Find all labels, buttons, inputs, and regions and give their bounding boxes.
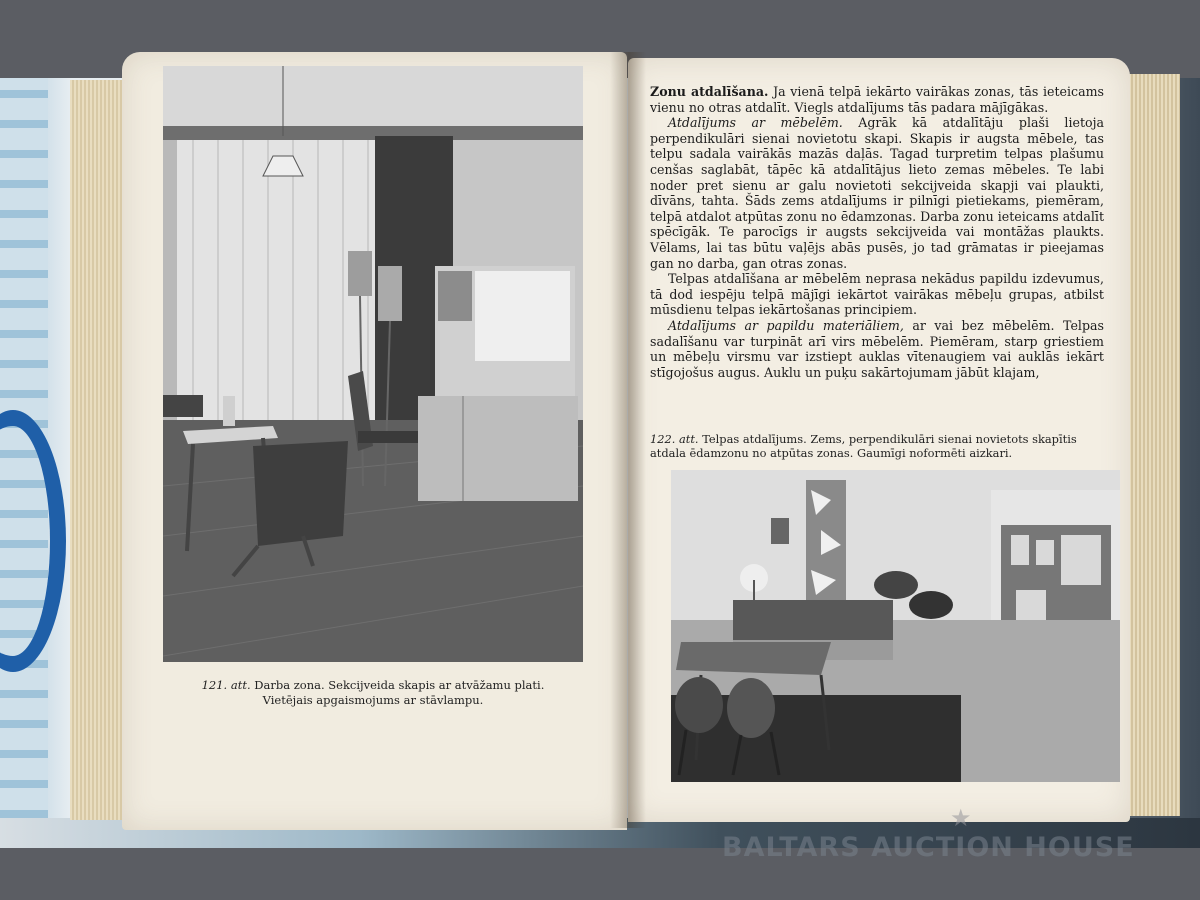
paragraph-zone-separation (650, 84, 1104, 115)
right-page-body-text (650, 84, 1104, 380)
figure-122-caption-text: Telpas atdalījums. Zems, perpendikulāri sienai novietots skapītis atdala ēdamzonu no atpūtas zonas. Gaumīgi noformēti aizkari. (650, 432, 1077, 460)
paragraph-2-text: Agrāk kā atdalītāju plaši lietoja perpendikulāri sienai novietotu skapi. Skapis ir augsta mēbele, tas telpu sadala vairākās mazās daļās. Tagad turpretim telpas plašumu cenšas saglabāt, tāpēc kā atdalītājus lieto zemas mēbeles. Te labi noder pret sienu ar galu novietoti sekcijveida skapji vai plaukti, dīvāns, tahta. Šāds zems atdalījums ir pilnīgi pietiekams, piemēram, telpā atdalot atpūtas zonu no ēdamzonas. Darba zonu ieteicams atdalīt spēcīgāk. Te parocīgs ir augsts sekcijveida vai montāžas plaukts. Vēlams, lai tas būtu vaļējs abās pusēs, jo tad grāmatas ir pieejamas gan no darba, gan otras zonas. (650, 115, 1105, 271)
figure-121-caption-text1: Darba zona. Sekcijveida skapis ar atvāžamu plati. (254, 678, 545, 692)
paragraph-furniture-benefits (650, 271, 1104, 318)
figure-121-photo (163, 66, 583, 662)
figure-121-caption-line1 (163, 678, 583, 693)
paragraph-4-lead: Atdalījums ar papildu materiāliem, (668, 317, 904, 333)
paragraph-1-text: Ja vienā telpā iekārto vairākas zonas, tās ieteicams vienu no otras atdalīt. Viegls atdalījums tās padara mājīgākas. (650, 84, 1104, 115)
figure-121-caption (163, 678, 583, 708)
paragraph-4-text: ar vai bez mēbelēm. Telpas sadalīšanu var turpināt arī virs mēbelēm. Piemēram, starp griestiem un mēbeļu virsmu var izstiept auklas vītenaugiem vai auklās iekārt stīgojošus augus. Auklu un puķu sakārtojumam jābūt klajam, (650, 317, 1104, 380)
figure-122-caption (650, 432, 1105, 460)
paragraph-material-separation (650, 318, 1104, 380)
page-edges-right (1125, 74, 1180, 816)
paragraph-1-lead: Zonu atdalīšana. (650, 84, 769, 99)
figure-121-label: 121. att. (201, 678, 251, 692)
paragraph-furniture-separation (650, 115, 1104, 271)
figure-122-photo (671, 470, 1120, 782)
auction-house-watermark: BALTARS AUCTION HOUSE (722, 832, 1135, 863)
watermark-star-icon: ★ (950, 804, 972, 832)
figure-121-caption-line2: Vietējais apgaismojums ar stāvlampu. (262, 693, 484, 707)
page-edges-left (70, 80, 130, 820)
book-gutter-shadow (610, 52, 646, 828)
paragraph-2-lead: Atdalījums ar mēbelēm. (668, 115, 843, 131)
paragraph-3-text: Telpas atdalīšana ar mēbelēm neprasa nekādus papildu izdevumus, tā dod iespēju telpā mājīgi iekārtot vairākas mēbeļu grupas, atbilst mūsdienu telpas iekārtošanas principiem. (650, 271, 1104, 318)
figure-122-label: 122. att. (650, 432, 699, 446)
